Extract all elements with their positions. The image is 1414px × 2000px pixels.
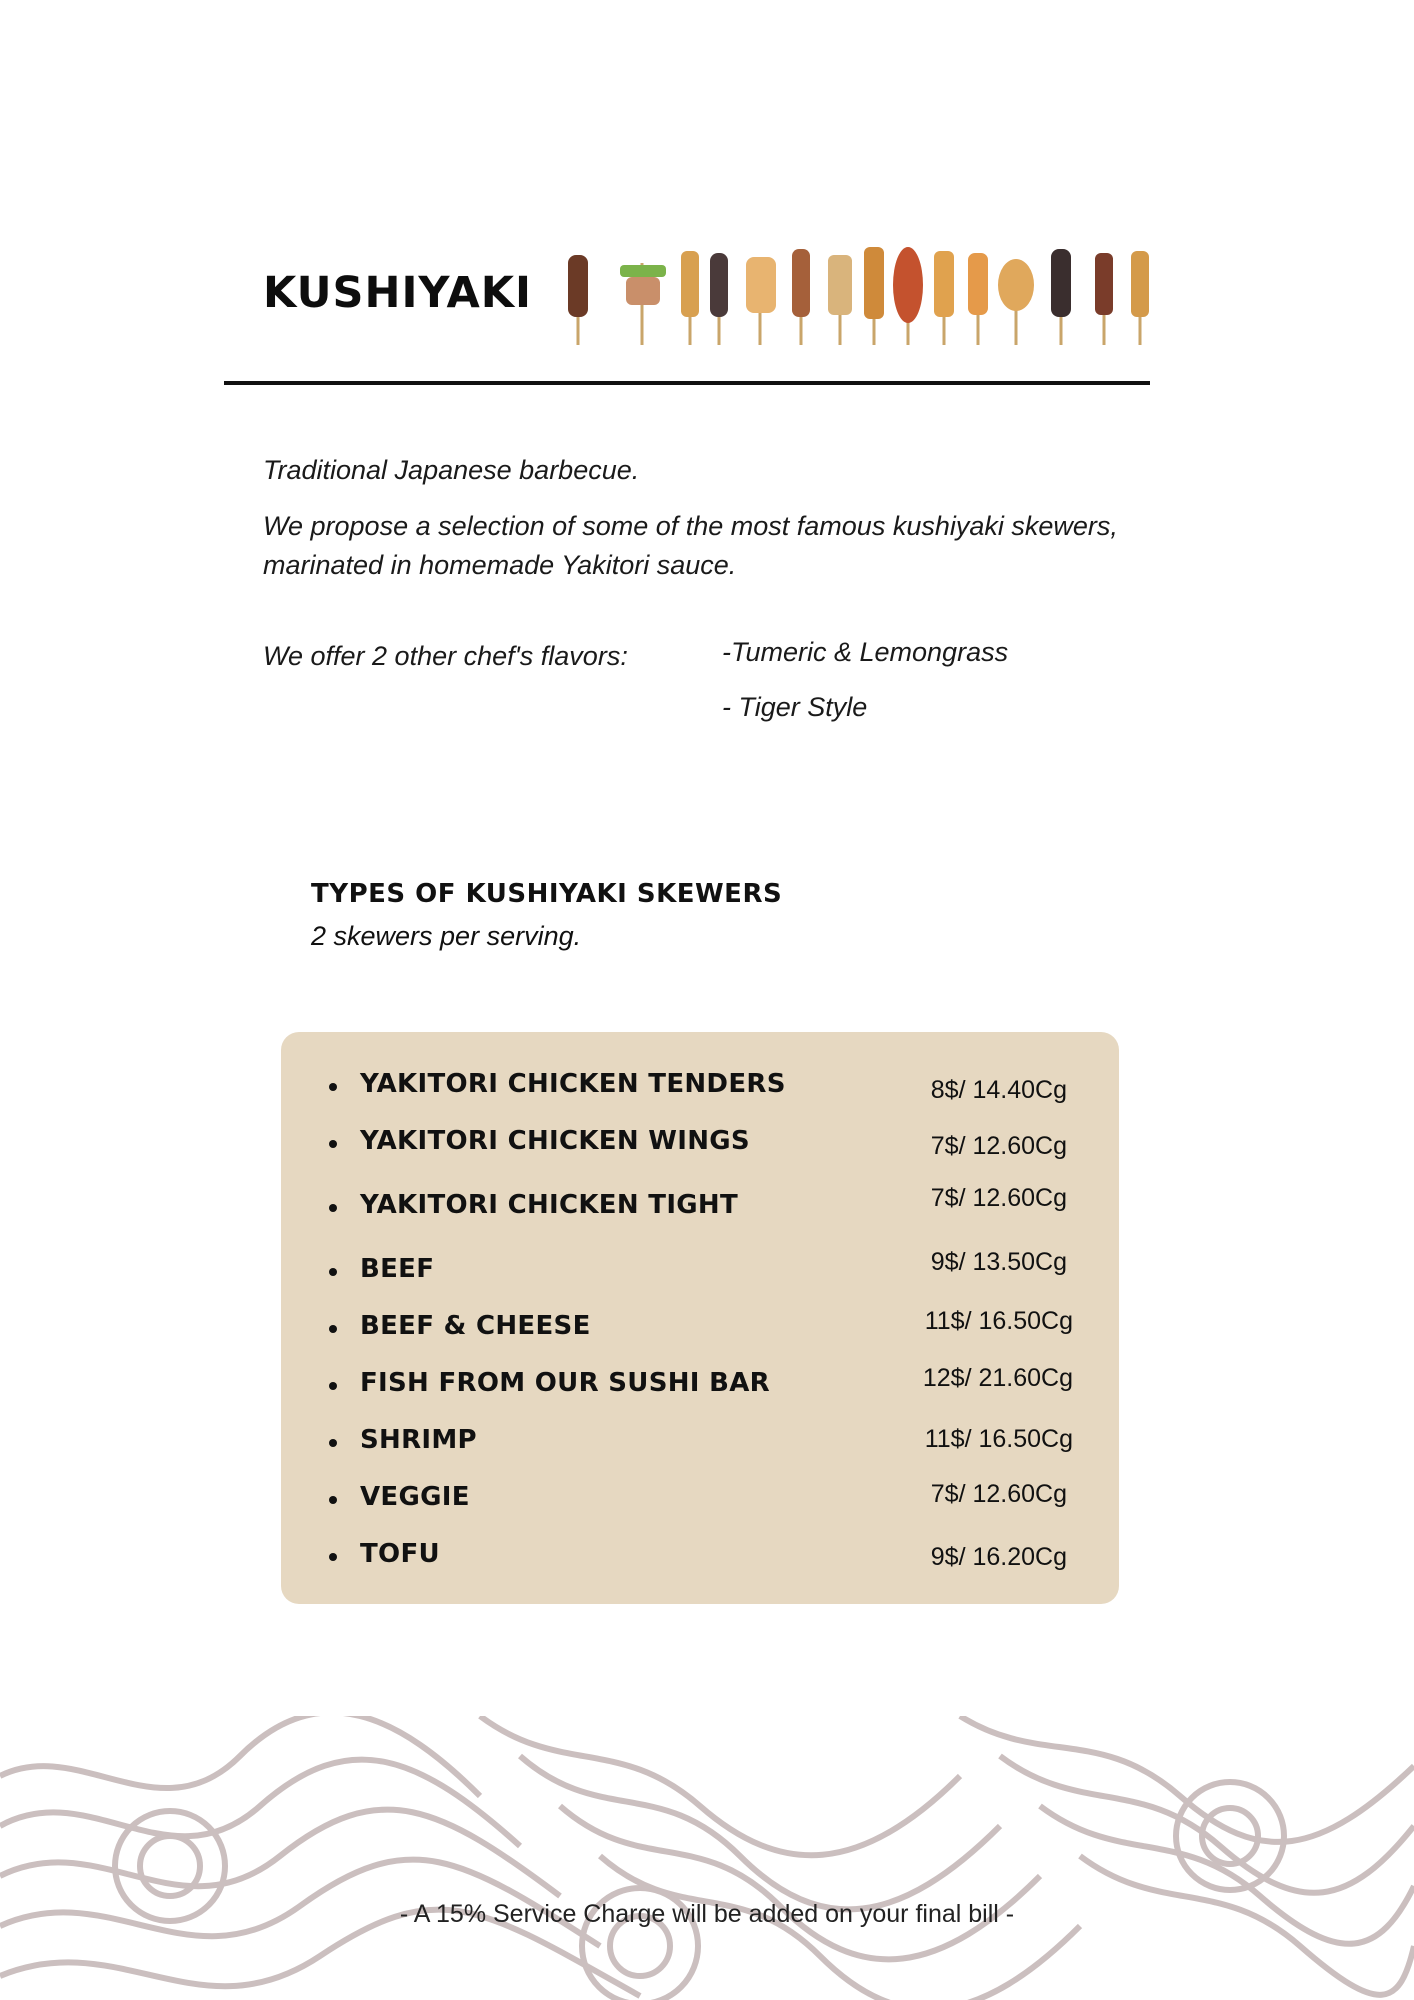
service-charge-note: - A 15% Service Charge will be added on your final bill -: [399, 1900, 1015, 1928]
bullet-icon: [329, 1553, 337, 1561]
bullet-icon: [329, 1382, 337, 1390]
serving-note: 2 skewers per serving.: [311, 921, 582, 951]
menu-item: [281, 1307, 1119, 1351]
flavor-2: - Tiger Style: [722, 692, 868, 722]
item-price: 11$/ 16.50Cg: [924, 1425, 1073, 1453]
page-title: KUSHIYAKI: [263, 268, 533, 318]
item-price: 8$/ 14.40Cg: [930, 1076, 1067, 1104]
item-price: 7$/ 12.60Cg: [930, 1480, 1067, 1508]
bullet-icon: [329, 1083, 337, 1091]
item-price: 9$/ 16.20Cg: [930, 1543, 1067, 1571]
menu-item: [281, 1425, 1119, 1465]
section-title: TYPES OF KUSHIYAKI SKEWERS: [311, 879, 783, 909]
item-name: VEGGIE: [360, 1482, 470, 1512]
item-price: 12$/ 21.60Cg: [922, 1364, 1073, 1392]
menu-item: [281, 1482, 1119, 1522]
menu-panel: [281, 1032, 1119, 1604]
item-price: 9$/ 13.50Cg: [930, 1248, 1067, 1276]
intro-line-3: marinated in homemade Yakitori sauce.: [263, 550, 737, 580]
item-name: SHRIMP: [360, 1425, 477, 1455]
item-name: BEEF: [360, 1254, 435, 1284]
intro-line-1: Traditional Japanese barbecue.: [263, 455, 640, 485]
item-name: FISH FROM OUR SUSHI BAR: [360, 1368, 770, 1398]
skewers-illustration-icon: [556, 243, 1156, 353]
menu-item: [281, 1184, 1119, 1230]
flavor-1: -Tumeric & Lemongrass: [722, 637, 1009, 667]
menu-item: [281, 1069, 1119, 1109]
item-name: BEEF & CHEESE: [360, 1311, 591, 1341]
bullet-icon: [329, 1496, 337, 1504]
bullet-icon: [329, 1140, 337, 1148]
menu-item: [281, 1126, 1119, 1166]
item-price: 7$/ 12.60Cg: [930, 1184, 1067, 1212]
bullet-icon: [329, 1268, 337, 1276]
item-name: TOFU: [360, 1539, 440, 1569]
bullet-icon: [329, 1204, 337, 1212]
item-name: YAKITORI CHICKEN WINGS: [360, 1126, 750, 1156]
item-price: 7$/ 12.60Cg: [930, 1132, 1067, 1160]
intro-line-2: We propose a selection of some of the most famous kushiyaki skewers,: [263, 511, 1118, 541]
bullet-icon: [329, 1439, 337, 1447]
bullet-icon: [329, 1325, 337, 1333]
wave-pattern-icon: [0, 1716, 1414, 2000]
menu-item: [281, 1248, 1119, 1294]
menu-item: [281, 1364, 1119, 1408]
item-price: 11$/ 16.50Cg: [924, 1307, 1073, 1335]
item-name: YAKITORI CHICKEN TENDERS: [360, 1069, 786, 1099]
flavors-label: We offer 2 other chef's flavors:: [263, 641, 628, 671]
header-divider: [224, 381, 1150, 385]
menu-item: [281, 1539, 1119, 1579]
item-name: YAKITORI CHICKEN TIGHT: [360, 1190, 739, 1220]
